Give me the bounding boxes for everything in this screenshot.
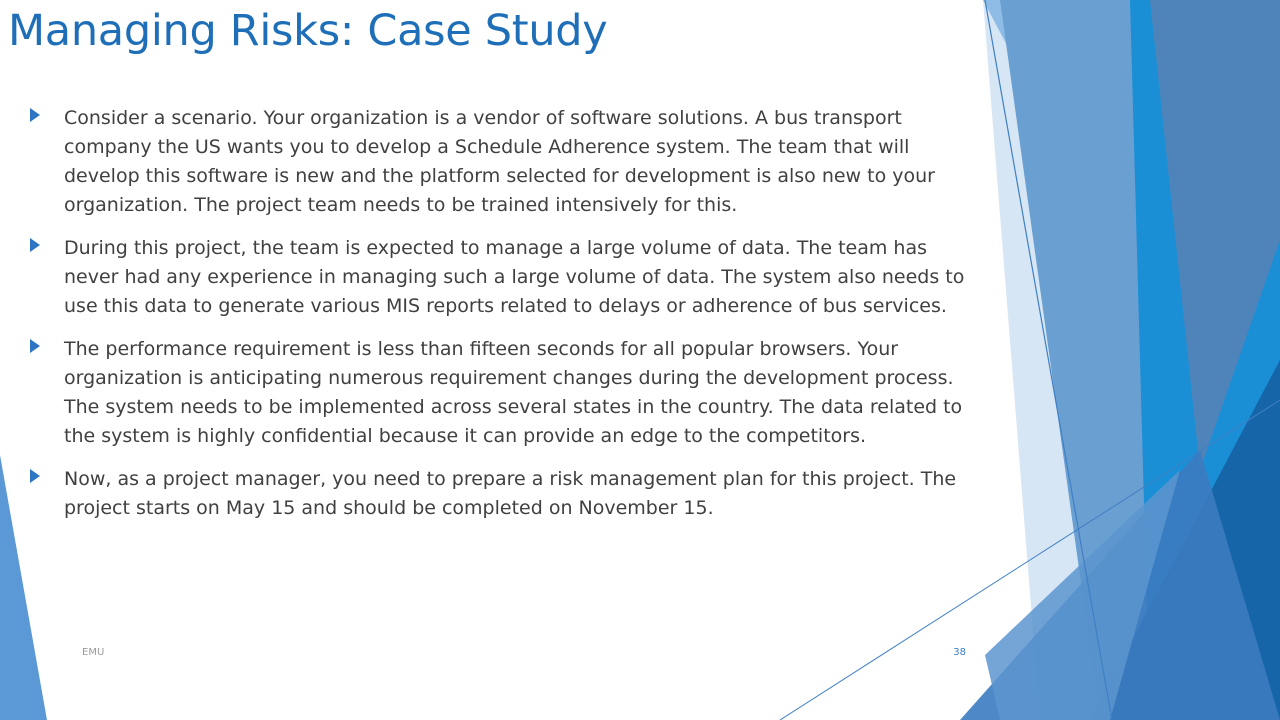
- triangle-bullet-icon: [30, 108, 40, 122]
- footer-label: EMU: [82, 647, 105, 658]
- bullet-text: The performance requirement is less than fifteen seconds for all popular browsers. Your organization is anticipating numerous requirement changes during the development process. The system needs to be implemented across several states in the country. The data related to the system is highly confidential because it can provide an edge to the competitors.: [64, 338, 963, 447]
- triangle-bullet-icon: [30, 238, 40, 252]
- page-number: 38: [953, 647, 966, 658]
- triangle-bullet-icon: [30, 469, 40, 483]
- bullet-text: Consider a scenario. Your organization is a vendor of software solutions. A bus transport company the US wants you to develop a Schedule Adherence system. The team that will develop this software is new and the platform selected for development is also new to your organization. The project team needs to be trained intensively for this.: [64, 107, 935, 216]
- bullet-item: [30, 234, 975, 321]
- bullet-item: [30, 465, 975, 523]
- bullet-item: [30, 335, 975, 451]
- bullet-text: During this project, the team is expected to manage a large volume of data. The team has never had any experience in managing such a large volume of data. The system also needs to use this data to generate various MIS reports related to delays or adherence of bus services.: [64, 237, 965, 317]
- triangle-bullet-icon: [30, 339, 40, 353]
- bullet-list: [30, 104, 975, 537]
- bullet-item: [30, 104, 975, 220]
- slide-title: Managing Risks: Case Study: [8, 6, 608, 56]
- bullet-text: Now, as a project manager, you need to prepare a risk management plan for this project. The project starts on May 15 and should be completed on November 15.: [64, 468, 957, 519]
